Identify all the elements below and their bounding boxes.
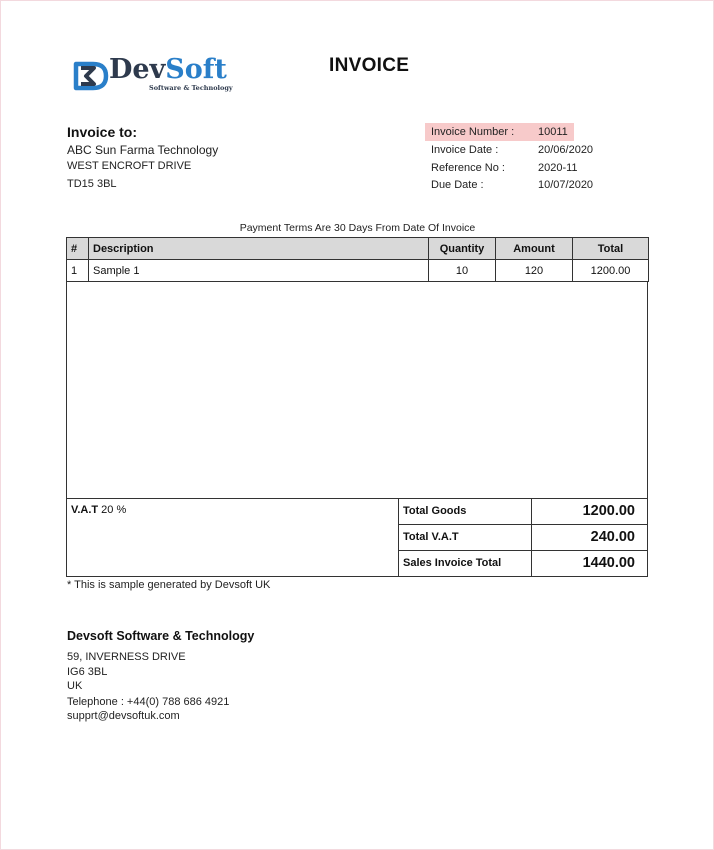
invoice-number-label: Invoice Number :	[431, 126, 515, 138]
company-country: UK	[67, 680, 83, 692]
sales-invoice-total-label: Sales Invoice Total	[403, 557, 502, 569]
due-date-value: 10/07/2020	[538, 179, 594, 191]
invoice-number-value: 10011	[538, 126, 568, 138]
sales-invoice-total-value: 1440.00	[582, 555, 635, 571]
payment-terms: Payment Terms Are 30 Days From Date Of Invoice	[239, 222, 476, 234]
company-postcode: IG6 3BL	[67, 666, 108, 678]
vat-rate: 20 %	[101, 504, 127, 516]
company-logo	[73, 54, 243, 98]
logo-wordmark: DevSoft	[109, 54, 227, 85]
client-postcode: TD15 3BL	[67, 178, 117, 190]
client-name: ABC Sun Farma Technology	[67, 143, 219, 157]
table-row	[67, 260, 649, 282]
devsoft-logo-icon	[73, 58, 109, 94]
total-goods-label: Total Goods	[403, 505, 467, 517]
vat-cell	[67, 499, 399, 576]
total-goods-value: 1200.00	[582, 503, 635, 519]
company-name: Devsoft Software & Technology	[67, 629, 255, 643]
company-telephone: Telephone : +44(0) 788 686 4921	[67, 696, 230, 708]
col-header-number: #	[67, 238, 89, 260]
row-description: Sample 1	[89, 260, 429, 282]
total-vat-row	[399, 525, 647, 551]
sales-invoice-total-row	[399, 551, 647, 577]
sample-note: * This is sample generated by Devsoft UK	[67, 579, 271, 591]
due-date-label: Due Date :	[431, 179, 484, 191]
invoice-to-label: Invoice to:	[67, 124, 138, 140]
invoice-title: INVOICE	[329, 55, 410, 76]
logo-tagline: Software & Technology	[149, 84, 233, 92]
col-header-total: Total	[573, 238, 649, 260]
row-total: 1200.00	[573, 260, 649, 282]
invoice-date-value: 20/06/2020	[538, 144, 594, 156]
col-header-amount: Amount	[496, 238, 573, 260]
reference-no-label: Reference No :	[431, 162, 505, 174]
company-email: supprt@devsoftuk.com	[67, 710, 180, 722]
company-address: 59, INVERNESS DRIVE	[67, 651, 186, 663]
total-vat-label: Total V.A.T	[403, 531, 459, 543]
reference-no-value: 2020-11	[538, 162, 578, 174]
col-header-quantity: Quantity	[429, 238, 496, 260]
row-quantity: 10	[429, 260, 496, 282]
items-table	[66, 237, 649, 282]
total-vat-value: 240.00	[590, 529, 635, 545]
row-amount: 120	[496, 260, 573, 282]
total-goods-row	[399, 499, 647, 525]
col-header-description: Description	[89, 238, 429, 260]
vat-label: V.A.T	[71, 504, 99, 516]
totals-block	[66, 498, 648, 577]
items-header-row	[67, 238, 649, 260]
invoice-date-label: Invoice Date :	[431, 144, 499, 156]
row-number: 1	[67, 260, 89, 282]
client-address: WEST ENCROFT DRIVE	[67, 160, 192, 172]
items-empty-area	[66, 282, 648, 499]
